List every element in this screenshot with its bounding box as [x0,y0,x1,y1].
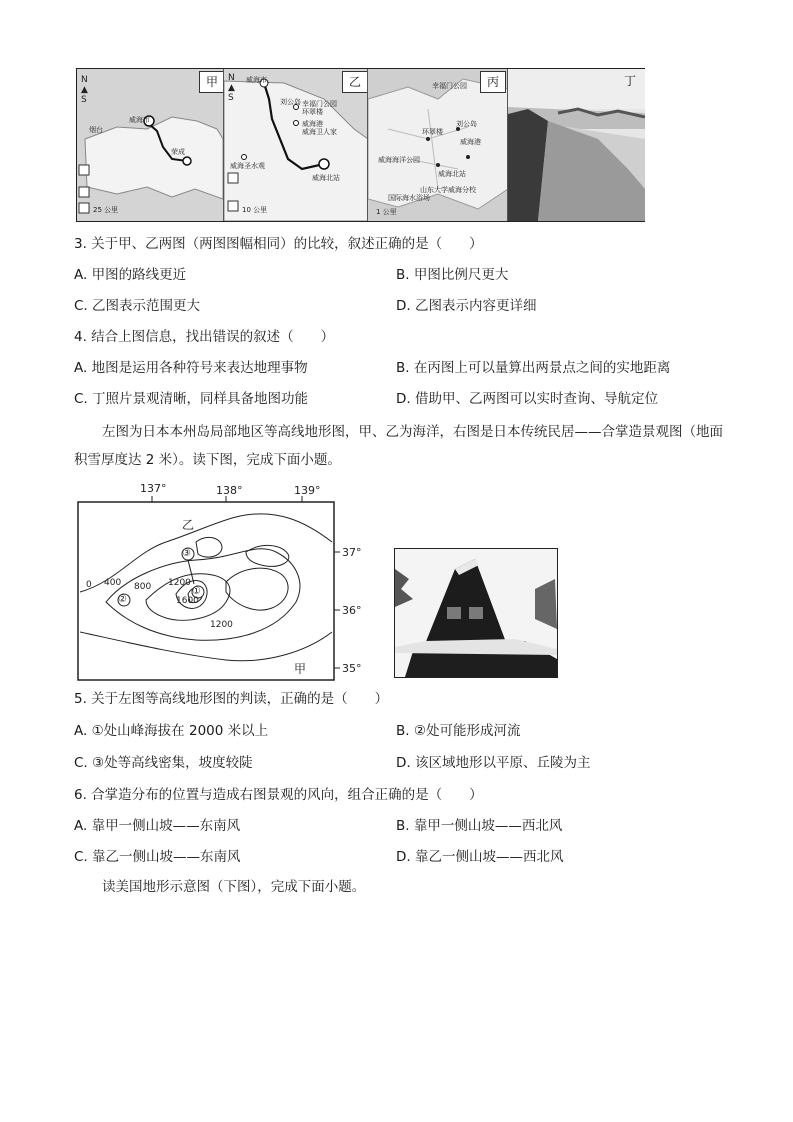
question-5-stem: 5. 关于左图等高线地形图的判读，正确的是（ ） [74,691,389,707]
place-huancuilou: 环翠楼 [422,128,443,136]
contour-label-1600: 1600 [176,596,199,606]
house-graphic [395,549,557,677]
place-xingfumen: 幸福门公园 [432,82,467,90]
lon-label-138: 138° [216,484,243,497]
place-liugongdao: 刘公岛 [456,120,477,128]
contour-label-1200b: 1200 [210,620,233,630]
q5-option-b: B. ②处可能形成河流 [396,723,521,739]
place-beach: 国际海水浴场 [388,194,430,202]
lon-label-139: 139° [294,484,321,497]
panel-label-ding: 丁 [623,74,636,88]
lat-label-36: 36° [342,604,362,617]
scale-yi: 10 公里 [242,206,268,214]
q3-option-b: B. 甲图比例尺更大 [396,267,509,283]
q6-option-d: D. 靠乙一侧山坡——西北风 [396,849,564,865]
contour-label-0: 0 [86,580,92,590]
q5-option-a: A. ①处山峰海拔在 2000 米以上 [74,723,269,739]
scale-bing: 1 公里 [376,208,397,216]
north-arrow: N ▲ S [81,75,88,105]
coast-photo [508,69,645,221]
q5-option-c: C. ③处等高线密集，坡度较陡 [74,755,253,771]
place-shengshuiguan: 威海圣水观 [230,162,265,170]
intro-paragraph-2: 左图为日本本州岛局部地区等高线地形图，甲、乙为海洋，右图是日本传统民居——合掌造景观图（地面积雪厚度达 2 米）。读下图，完成下面小题。 [74,424,723,468]
place-north-station: 威海北站 [438,170,466,178]
map-panel-yi [223,69,368,221]
q6-option-a: A. 靠甲一侧山坡——东南风 [74,818,241,834]
q3-option-d: D. 乙图表示内容更详细 [396,298,537,314]
contour-map [76,482,360,682]
place-huancuilou: 环翠楼 [302,108,323,116]
marker-2: ② [118,594,127,605]
question-6-stem: 6. 合掌造分布的位置与造成右图景观的风向，组合正确的是（ ） [74,787,483,803]
place-yantai: 烟台 [89,126,103,134]
lon-label-137: 137° [140,482,167,495]
intro-paragraph-3: 读美国地形示意图（下图），完成下面小题。 [102,879,366,895]
contour-label-400: 400 [104,578,122,588]
place-xingfumen: 幸福门公园 [302,100,337,108]
place-weihai-port: 威海港 [302,120,323,128]
scale-jia: 25 公里 [93,206,119,214]
panel-label-bing: 丙 [480,71,506,93]
marker-3: ③ [182,548,191,559]
q4-option-c: C. 丁照片景观清晰，同样具备地图功能 [74,391,309,407]
place-weihai: 威海市 [129,116,150,124]
figure-map-strip [76,68,645,222]
place-weihai-port: 威海港 [460,138,481,146]
lat-label-35: 35° [342,662,362,675]
q6-option-b: B. 靠甲一侧山坡——西北风 [396,818,563,834]
place-rongcheng: 荣成 [171,148,185,156]
place-north-station: 威海北站 [312,174,340,182]
place-weihai-city: 威海市 [246,76,267,84]
north-arrow: N ▲ S [228,73,235,103]
q5-option-d: D. 该区域地形以平原、丘陵为主 [396,755,591,771]
q4-option-d: D. 借助甲、乙两图可以实时查询、导航定位 [396,391,658,407]
question-4-stem: 4. 结合上图信息，找出错误的叙述（ ） [74,329,335,345]
marker-1: ① [192,586,201,597]
gassho-house-photo [394,548,558,678]
sea-label-jia: 甲 [294,662,307,676]
q4-option-a: A. 地图是运用各种符号来表达地理事物 [74,360,308,376]
q6-option-c: C. 靠乙一侧山坡——东南风 [74,849,241,865]
sea-label-yi: 乙 [182,518,195,532]
panel-label-jia: 甲 [199,71,223,93]
photo-panel-ding [507,69,645,221]
q3-option-a: A. 甲图的路线更近 [74,267,187,283]
map-panel-bing [367,69,508,221]
place-liugongdao: 刘公岛 [280,98,301,106]
q4-option-b: B. 在丙图上可以量算出两景点之间的实地距离 [396,360,671,376]
panel-label-yi: 乙 [342,71,368,93]
contour-label-1200: 1200 [168,578,191,588]
place-shandong-univ: 山东大学威海分校 [420,186,476,194]
q3-option-c: C. 乙图表示范围更大 [74,298,201,314]
place-weihaiwei: 威海卫人家 [302,128,337,136]
lat-label-37: 37° [342,546,362,559]
map-panel-jia [77,69,223,221]
contour-label-800: 800 [134,582,152,592]
question-3-stem: 3. 关于甲、乙两图（两图图幅相同）的比较，叙述正确的是（ ） [74,236,483,252]
place-ocean-park: 威海海洋公园 [378,156,420,164]
